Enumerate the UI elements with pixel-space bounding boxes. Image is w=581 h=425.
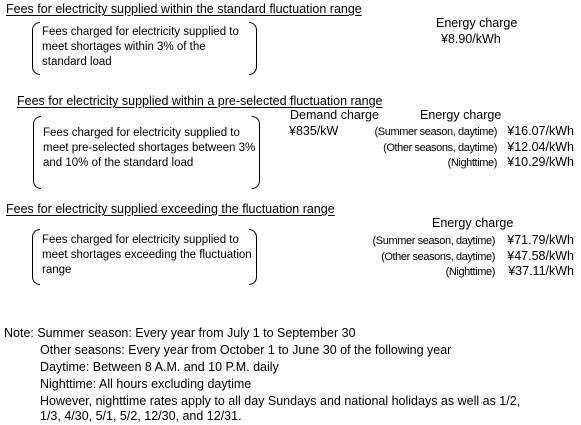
left-paren [32, 22, 40, 75]
section3-rate-value: ¥47.58/kWh [507, 249, 574, 263]
section2-description: Fees charged for electricity supplied to meet pre-selected shortages between 3% and 10% of the standard load [43, 127, 256, 169]
section2-rate-value: ¥10.29/kWh [507, 155, 574, 169]
section2-rate-label: (Nighttime) [447, 157, 497, 169]
section2-energy-charge-header: Energy charge [420, 108, 502, 122]
section3-rate-label: (Other seasons, daytime) [381, 251, 495, 263]
section2-description-box [33, 116, 260, 189]
section1-energy-charge-value: ¥8.90/kWh [441, 32, 501, 46]
section3-energy-charge-header: Energy charge [432, 216, 514, 230]
section3-rate-value: ¥37.11/kWh [508, 264, 574, 278]
section2-demand-charge-header: Demand charge [290, 108, 379, 122]
note-line-5: However, nighttime rates apply to all day Sundays and national holidays as well as 1/2, [40, 394, 521, 408]
left-paren [33, 116, 41, 189]
section2-title: Fees for electricity supplied within a pre-selected fluctuation range [17, 94, 383, 108]
note-line-1: Note: Summer season: Every year from July 1 to September 30 [4, 326, 356, 340]
section3-description-box [32, 229, 257, 285]
section2-rate-label: (Summer season, daytime) [374, 126, 497, 138]
section3-rate-label: (Nighttime) [445, 266, 495, 278]
section1-energy-charge-header: Energy charge [436, 16, 518, 30]
section1-description: Fees charged for electricity supplied to meet shortages within 3% of the standard load [42, 26, 239, 68]
section2-demand-charge-value: ¥835/kW [289, 124, 339, 138]
section1-title: Fees for electricity supplied within the standard fluctuation range [6, 2, 362, 16]
section3-rate-value: ¥71.79/kWh [507, 233, 574, 247]
note-line-2: Other seasons: Every year from October 1 to June 30 of the following year [40, 343, 452, 357]
section3-description: Fees charged for electricity supplied to meet shortages exceeding the fluctuation range [42, 234, 252, 276]
section2-rate-label: (Other seasons, daytime) [383, 142, 497, 154]
section1-description-box [32, 22, 257, 75]
note-line-4: Nighttime: All hours excluding daytime [40, 377, 252, 391]
note-line-3: Daytime: Between 8 A.M. and 10 P.M. daily [40, 360, 279, 374]
section3-title: Fees for electricity supplied exceeding the fluctuation range [6, 202, 335, 216]
note-line-6: 1/3, 4/30, 5/1, 5/2, 12/30, and 12/31. [40, 409, 242, 423]
left-paren [32, 229, 40, 285]
section2-rate-value: ¥16.07/kWh [507, 124, 574, 138]
section2-rate-value: ¥12.04/kWh [507, 140, 574, 154]
section3-rate-label: (Summer season, daytime) [372, 235, 495, 247]
